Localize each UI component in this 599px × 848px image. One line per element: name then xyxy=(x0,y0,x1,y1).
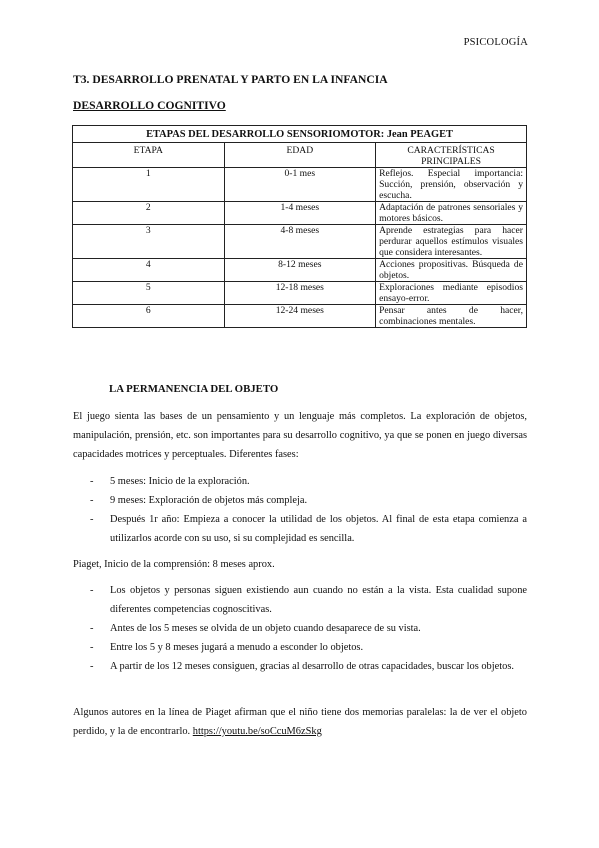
cell-etapa: 3 xyxy=(73,225,225,259)
cell-caracteristicas: Aprende estrategias para hacer perdurar aquellos estímulos visuales que considera interesantes. xyxy=(376,225,527,259)
table-row xyxy=(73,282,527,305)
sensorimotor-stages-table xyxy=(72,125,527,328)
table-row xyxy=(73,168,527,202)
cell-caracteristicas: Exploraciones mediante episodios ensayo-error. xyxy=(376,282,527,305)
list-item-text: Después 1r año: Empieza a conocer la utilidad de los objetos. Al final de esta etapa comienza a utilizarlos acorde con su uso, si su complejidad es sencilla. xyxy=(110,514,527,544)
header-subject: PSICOLOGÍA xyxy=(463,37,528,48)
closing-text: Algunos autores en la línea de Piaget afirman que el niño tiene dos memorias paralelas: la de ver el objeto perdido, y la de encontrarlo. xyxy=(73,707,527,737)
cell-etapa: 1 xyxy=(73,168,225,202)
list-item-text: Los objetos y personas siguen existiendo aun cuando no están a la vista. Esta cualidad supone diferentes competencias cognoscitivas. xyxy=(110,585,527,615)
piaget-line: Piaget, Inicio de la comprensión: 8 meses aprox. xyxy=(73,559,275,570)
piaget-points-list xyxy=(73,581,527,676)
cell-edad: 0-1 mes xyxy=(224,168,376,202)
list-item-text: A partir de los 12 meses consiguen, gracias al desarrollo de otras capacidades, buscar los objetos. xyxy=(110,661,514,672)
list-item-text: 9 meses: Exploración de objetos más compleja. xyxy=(110,495,308,506)
list-item xyxy=(73,657,527,676)
intro-paragraph: El juego sienta las bases de un pensamiento y un lenguaje más completos. La exploración de objetos, manipulación, prensión, etc. son importantes para su desarrollo cognitivo, ya que se ponen en juego diversas capacidades motrices y perceptuales. Diferentes fases: xyxy=(73,411,527,460)
list-item xyxy=(73,510,527,548)
cell-etapa: 4 xyxy=(73,259,225,282)
cell-caracteristicas: Pensar antes de hacer, combinaciones mentales. xyxy=(376,305,527,328)
cell-etapa: 2 xyxy=(73,202,225,225)
table-caption: ETAPAS DEL DESARROLLO SENSORIOMOTOR: Jean PEAGET xyxy=(73,126,527,143)
closing-paragraph xyxy=(73,703,527,741)
column-header-caracteristicas: CARACTERÍSTICAS PRINCIPALES xyxy=(376,143,527,168)
cell-edad: 8-12 meses xyxy=(224,259,376,282)
list-dash: - xyxy=(90,476,94,487)
list-dash: - xyxy=(90,623,94,634)
cell-edad: 4-8 meses xyxy=(224,225,376,259)
list-item-text: Entre los 5 y 8 meses jugará a menudo a esconder lo objetos. xyxy=(110,642,364,653)
list-item-text: Antes de los 5 meses se olvida de un objeto cuando desaparece de su vista. xyxy=(110,623,421,634)
document-title: T3. DESARROLLO PRENATAL Y PARTO EN LA INFANCIA xyxy=(73,73,388,86)
table-row xyxy=(73,259,527,282)
list-item-text: 5 meses: Inicio de la exploración. xyxy=(110,476,250,487)
list-dash: - xyxy=(90,585,94,596)
cell-caracteristicas: Adaptación de patrones sensoriales y motores básicos. xyxy=(376,202,527,225)
list-item xyxy=(73,638,527,657)
list-item xyxy=(73,619,527,638)
column-header-etapa: ETAPA xyxy=(73,143,225,168)
section-subtitle: DESARROLLO COGNITIVO xyxy=(73,99,226,112)
cell-edad: 1-4 meses xyxy=(224,202,376,225)
table-row xyxy=(73,225,527,259)
cell-etapa: 6 xyxy=(73,305,225,328)
section-heading: LA PERMANENCIA DEL OBJETO xyxy=(109,383,279,395)
phases-list xyxy=(73,472,527,548)
list-dash: - xyxy=(90,495,94,506)
list-item xyxy=(73,472,527,491)
list-item xyxy=(73,581,527,619)
table-row xyxy=(73,202,527,225)
list-dash: - xyxy=(90,642,94,653)
column-header-edad: EDAD xyxy=(224,143,376,168)
list-dash: - xyxy=(90,661,94,672)
video-link[interactable]: https://youtu.be/soCcuM6zSkg xyxy=(192,726,322,737)
list-dash: - xyxy=(90,514,94,525)
cell-edad: 12-24 meses xyxy=(224,305,376,328)
cell-etapa: 5 xyxy=(73,282,225,305)
cell-caracteristicas: Reflejos. Especial importancia: Succión, prensión, observación y escucha. xyxy=(376,168,527,202)
table-row xyxy=(73,305,527,328)
cell-edad: 12-18 meses xyxy=(224,282,376,305)
cell-caracteristicas: Acciones propositivas. Búsqueda de objetos. xyxy=(376,259,527,282)
list-item xyxy=(73,491,527,510)
